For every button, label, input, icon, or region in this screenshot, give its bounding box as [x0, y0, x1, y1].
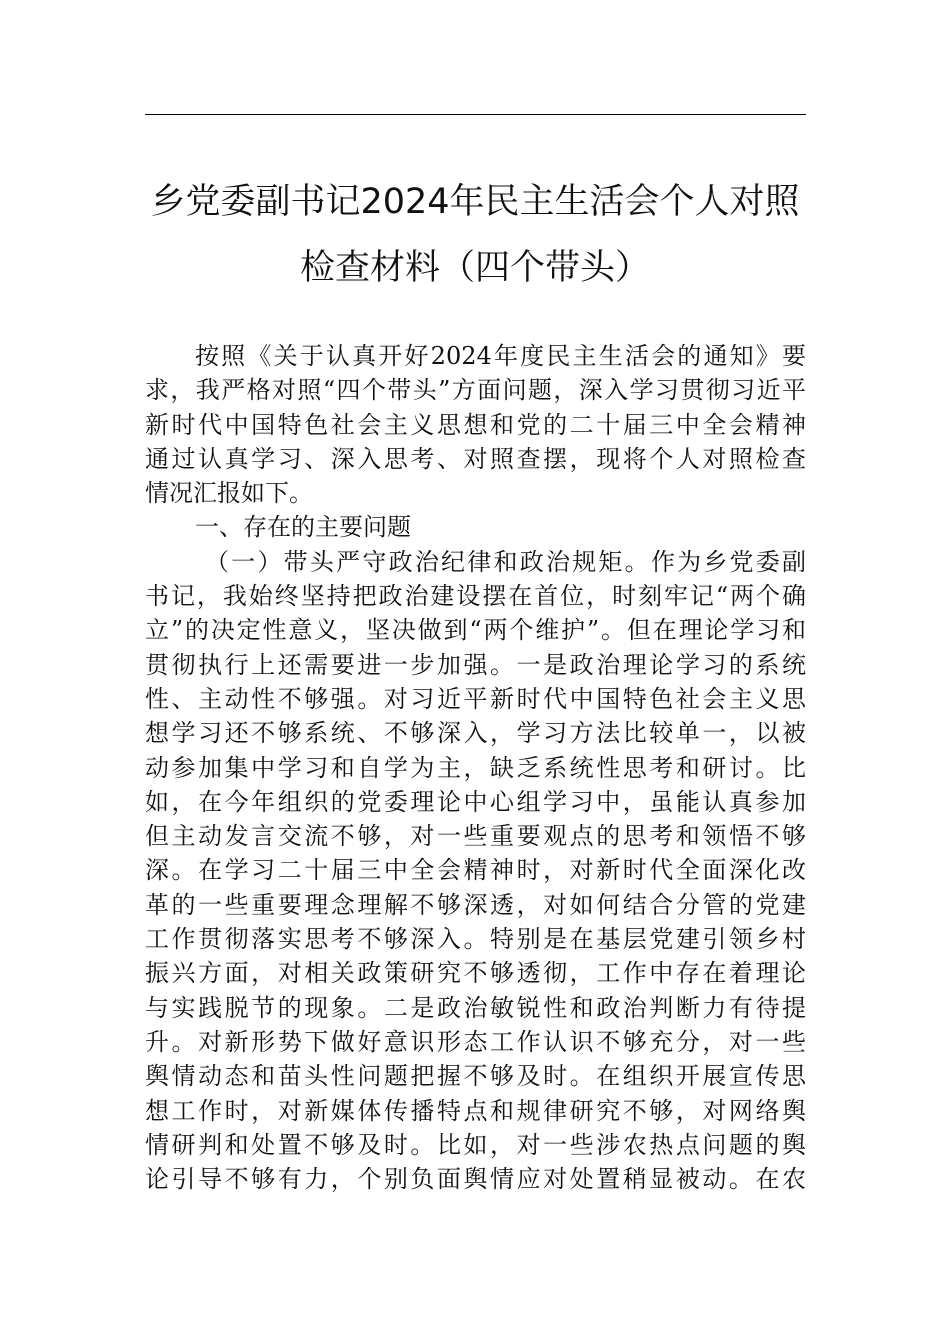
paragraph-line: 情况汇报如下。	[145, 479, 313, 508]
paragraph-line: 想学习还不够系统、不够深入，学习方法比较单一，以被	[145, 719, 806, 748]
paragraph-line: 贯彻执行上还需要进一步加强。一是政治理论学习的系统	[145, 650, 806, 679]
paragraph-line: 按照《关于认真开好2024年度民主生活会的通知》要	[195, 342, 806, 370]
paragraph-line: 深。在学习二十届三中全会精神时，对新时代全面深化改	[145, 856, 806, 885]
paragraph-line: 想工作时，对新媒体传播特点和规律研究不够，对网络舆	[145, 1096, 806, 1125]
paragraph-line: 但主动发言交流不够，对一些重要观点的思考和领悟不够	[145, 822, 806, 851]
paragraph-line: 通过认真学习、深入思考、对照查摆，现将个人对照检查	[145, 444, 806, 473]
paragraph-line: 立”的决定性意义，坚决做到“两个维护”。但在理论学习和	[145, 616, 806, 645]
paragraph-line: 动参加集中学习和自学为主，缺乏系统性思考和研讨。比	[145, 753, 806, 782]
paragraph-line: 书记，我始终坚持把政治建设摆在首位，时刻牢记“两个确	[145, 582, 806, 611]
document-body	[145, 339, 806, 1196]
header-rule	[145, 114, 806, 115]
document-title-line-2: 检查材料（四个带头）	[299, 248, 650, 288]
paragraph-line: 论引导不够有力，个别负面舆情应对处置稍显被动。在农	[145, 1165, 806, 1194]
paragraph-line: 革的一些重要理念理解不够深透，对如何结合分管的党建	[145, 890, 806, 919]
paragraph-line: 与实践脱节的现象。二是政治敏锐性和政治判断力有待提	[145, 993, 806, 1022]
paragraph-line: 舆情动态和苗头性问题把握不够及时。在组织开展宣传思	[145, 1062, 806, 1091]
paragraph-line: 工作贯彻落实思考不够深入。特别是在基层党建引领乡村	[145, 925, 806, 954]
paragraph-line: 如，在今年组织的党委理论中心组学习中，虽能认真参加	[145, 787, 806, 816]
document-title-line-1: 乡党委副书记2024年民主生活会个人对照	[150, 182, 800, 222]
paragraph-line: 性、主动性不够强。对习近平新时代中国特色社会主义思	[145, 684, 806, 713]
section-heading: 一、存在的主要问题	[195, 513, 411, 542]
paragraph-line: 求，我严格对照“四个带头”方面问题，深入学习贯彻习近平	[145, 376, 806, 405]
paragraph-line: 情研判和处置不够及时。比如，对一些涉农热点问题的舆	[145, 1130, 806, 1159]
paragraph-line: （一）带头严守政治纪律和政治规矩。作为乡党委副	[205, 547, 806, 576]
paragraph-line: 新时代中国特色社会主义思想和党的二十届三中全会精神	[145, 410, 806, 439]
paragraph-line: 振兴方面，对相关政策研究不够透彻，工作中存在着理论	[145, 959, 806, 988]
paragraph-line: 升。对新形势下做好意识形态工作认识不够充分，对一些	[145, 1027, 806, 1056]
